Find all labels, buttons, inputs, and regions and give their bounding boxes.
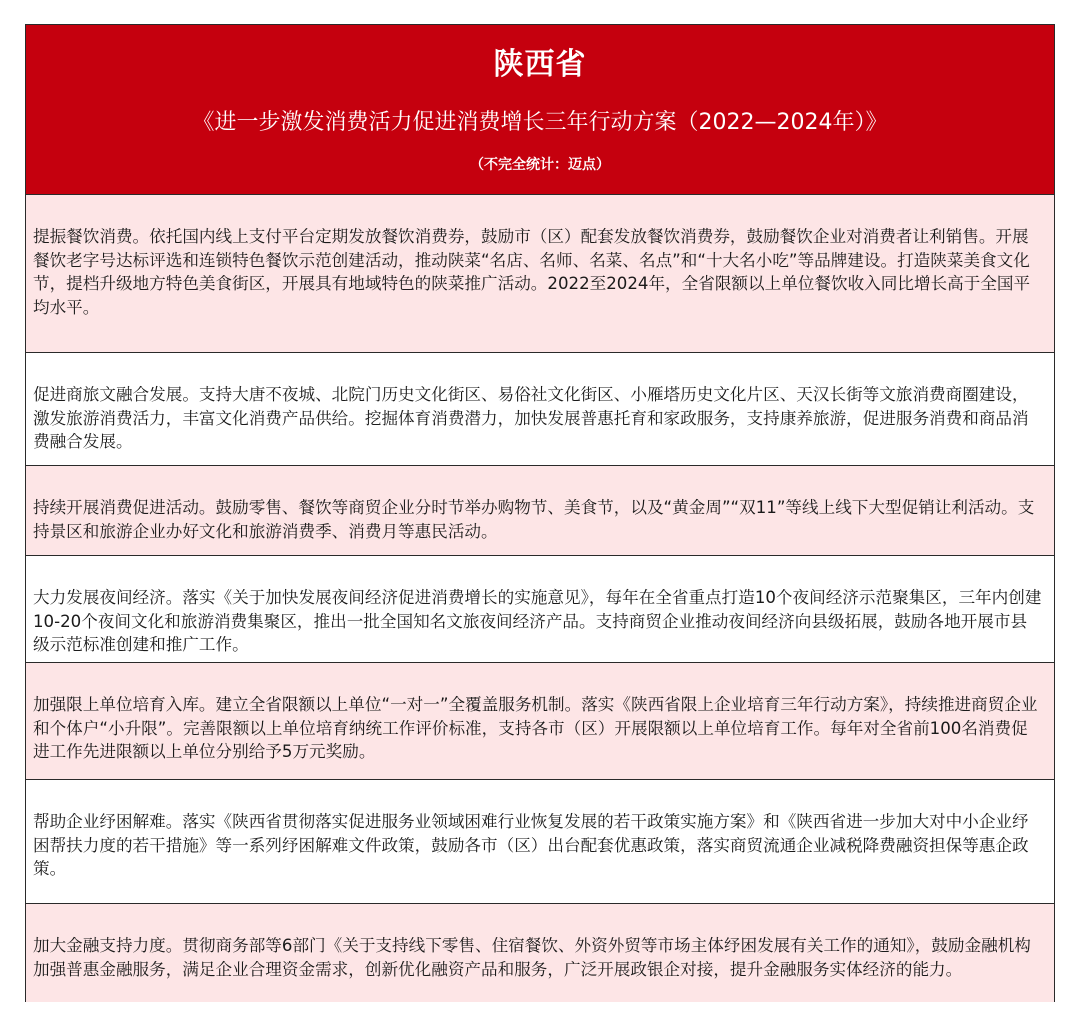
policy-row-tourism-culture <box>26 353 1054 466</box>
policy-row-financial-support <box>26 904 1054 1002</box>
policy-row-text: 加强限上单位培育入库。建立全省限额以上单位“一对一”全覆盖服务机制。落实《陕西省限上企业培育三年行动方案》，持续推进商贸企业和个体户“小升限”。完善限额以上单位培育纳统工作评价标准，支持各市（区）开展限额以上单位培育工作。每年对全省前100名消费促进工作先进限额以上单位分别给予5万元奖励。 <box>33 695 1038 761</box>
policy-row-text: 加大金融支持力度。贯彻商务部等6部门《关于支持线下零售、住宿餐饮、外资外贸等市场主体纾困发展有关工作的通知》，鼓励金融机构加强普惠金融服务，满足企业合理资金需求，创新优化融资产品和服务，广泛开展政银企对接，提升金融服务实体经济的能力。 <box>33 936 1031 979</box>
source-note: （不完全统计：迈点） <box>470 157 610 173</box>
table-header <box>26 25 1054 195</box>
policy-row-text: 提振餐饮消费。依托国内线上支付平台定期发放餐饮消费券，鼓励市（区）配套发放餐饮消费券，鼓励餐饮企业对消费者让利销售。开展餐饮老字号达标评选和连锁特色餐饮示范创建活动，推动陕菜“名店、名师、名菜、名点”和“十大名小吃”等品牌建设。打造陕菜美食文化节，提档升级地方特色美食街区，开展具有地域特色的陕菜推广活动。2022至2024年，全省限额以上单位餐饮收入同比增长高于全国平均水平。 <box>33 227 1031 317</box>
policy-row-catering <box>26 195 1054 353</box>
policy-row-text: 帮助企业纾困解难。落实《陕西省贯彻落实促进服务业领域困难行业恢复发展的若干政策实施方案》和《陕西省进一步加大对中小企业纾困帮扶力度的若干措施》等一系列纾困解难文件政策，鼓励各市（区）出台配套优惠政策，落实商贸流通企业减税降费融资担保等惠企政策。 <box>33 812 1029 878</box>
page-title: 陕西省 <box>493 47 587 82</box>
policy-table <box>25 24 1055 1002</box>
policy-row-promotion-activities <box>26 466 1054 556</box>
document-subtitle: 《进一步激发消费活力促进消费增长三年行动方案（2022—2024年）》 <box>192 110 888 135</box>
policy-row-text: 促进商旅文融合发展。支持大唐不夜城、北院门历史文化街区、易俗社文化街区、小雁塔历史文化片区、天汉长街等文旅消费商圈建设，激发旅游消费活力，丰富文化消费产品供给。挖掘体育消费潜力，加快发展普惠托育和家政服务，支持康养旅游，促进服务消费和商品消费融合发展。 <box>33 385 1029 451</box>
policy-row-text: 持续开展消费促进活动。鼓励零售、餐饮等商贸企业分时节举办购物节、美食节，以及“黄金周”“双11”等线上线下大型促销让利活动。支持景区和旅游企业办好文化和旅游消费季、消费月等惠民活动。 <box>33 498 1035 541</box>
policy-row-enterprise-relief <box>26 780 1054 904</box>
policy-row-enterprise-cultivation <box>26 663 1054 780</box>
policy-row-night-economy <box>26 556 1054 663</box>
policy-row-text: 大力发展夜间经济。落实《关于加快发展夜间经济促进消费增长的实施意见》，每年在全省重点打造10个夜间经济示范聚集区，三年内创建10-20个夜间文化和旅游消费集聚区，推出一批全国知名文旅夜间经济产品。支持商贸企业推动夜间经济向县级拓展，鼓励各地开展市县级示范标准创建和推广工作。 <box>33 588 1042 654</box>
